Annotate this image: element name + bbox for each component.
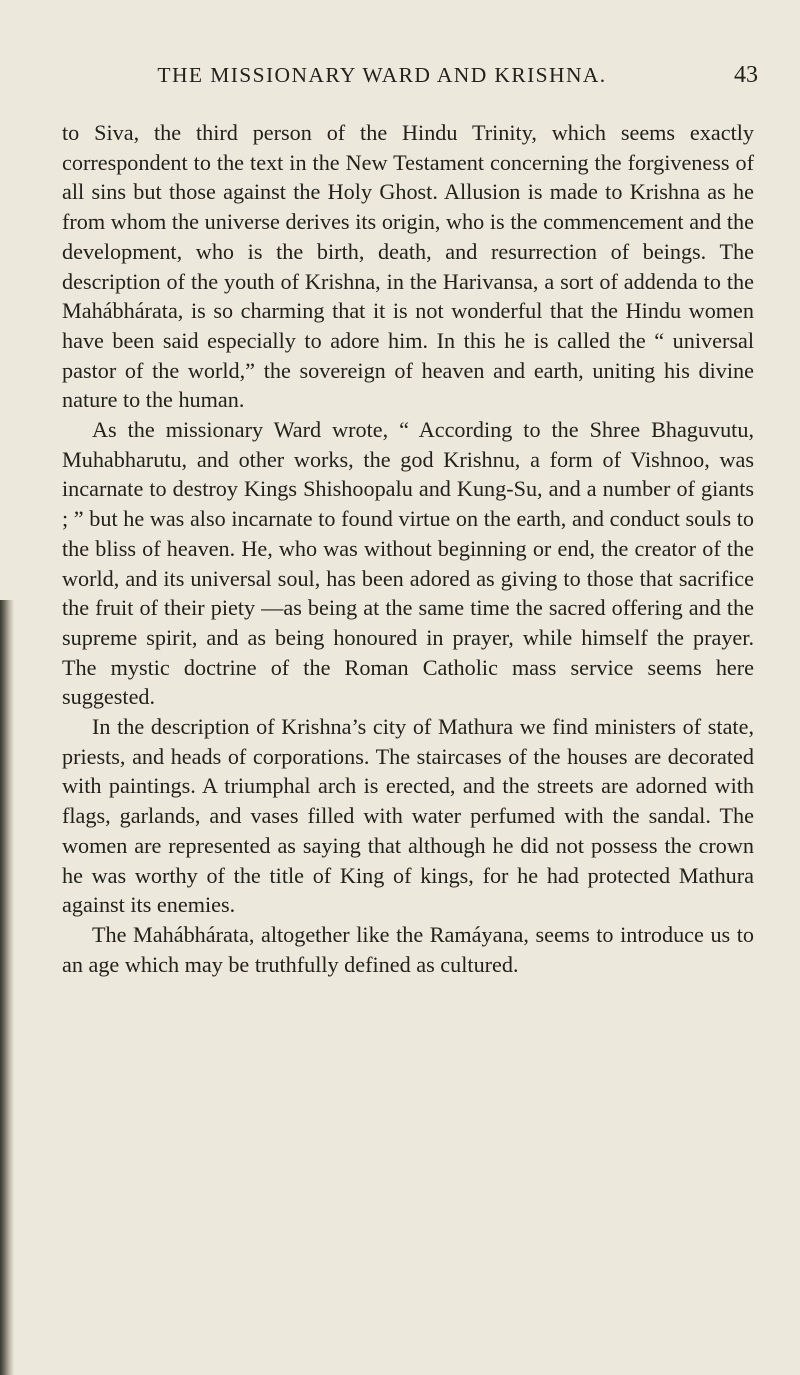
page-header	[62, 63, 758, 97]
paragraph-1: to Siva, the third person of the Hindu Trinity, which seems exactly correspondent to the text in the New Testament concerning the forgiveness of all sins but those against the Holy Ghost. Allusion is made to Krishna as he from whom the universe derives its origin, who is the commencement and the development, who is the birth, death, and resurrection of beings. The description of the youth of Krishna, in the Harivansa, a sort of addenda to the Mahábhárata, is so charming that it is not wonderful that the Hindu women have been said especially to adore him. In this he is called the “ universal pastor of the world,” the sovereign of heaven and earth, uniting his divine nature to the human.	[62, 120, 754, 413]
page-binding-shadow	[0, 600, 14, 1375]
paragraph-2: As the missionary Ward wrote, “ According to the Shree Bhaguvutu, Muhabharutu, and other works, the god Krishnu, a form of Vishnoo, was incarnate to destroy Kings Shishoopalu and Kung-Su, and a number of giants ; ” but he was also incarnate to found virtue on the earth, and conduct souls to the bliss of heaven. He, who was without beginning or end, the creator of the world, and its universal soul, has been adored as giving to those that sacrifice the fruit of their piety —as being at the same time the sacred offering and the supreme spirit, and as being honoured in prayer, while himself the prayer. The mystic doctrine of the Roman Catholic mass service seems here suggested.	[62, 417, 754, 710]
body-text	[62, 118, 754, 979]
page-number: 43	[734, 62, 758, 88]
paragraph-3: In the description of Krishna’s city of Mathura we find ministers of state, priests, and heads of corporations. The staircases of the houses are decorated with paintings. A triumphal arch is erected, and the streets are adorned with flags, garlands, and vases filled with water perfumed with the sandal. The women are represented as saying that although he did not possess the crown he was worthy of the title of King of kings, for he had protected Mathura against its enemies.	[62, 714, 754, 918]
running-head: THE MISSIONARY WARD AND KRISHNA.	[157, 63, 607, 87]
paragraph-4: The Mahábhárata, altogether like the Ramáyana, seems to introduce us to an age which may be truthfully defined as cultured.	[62, 921, 754, 977]
